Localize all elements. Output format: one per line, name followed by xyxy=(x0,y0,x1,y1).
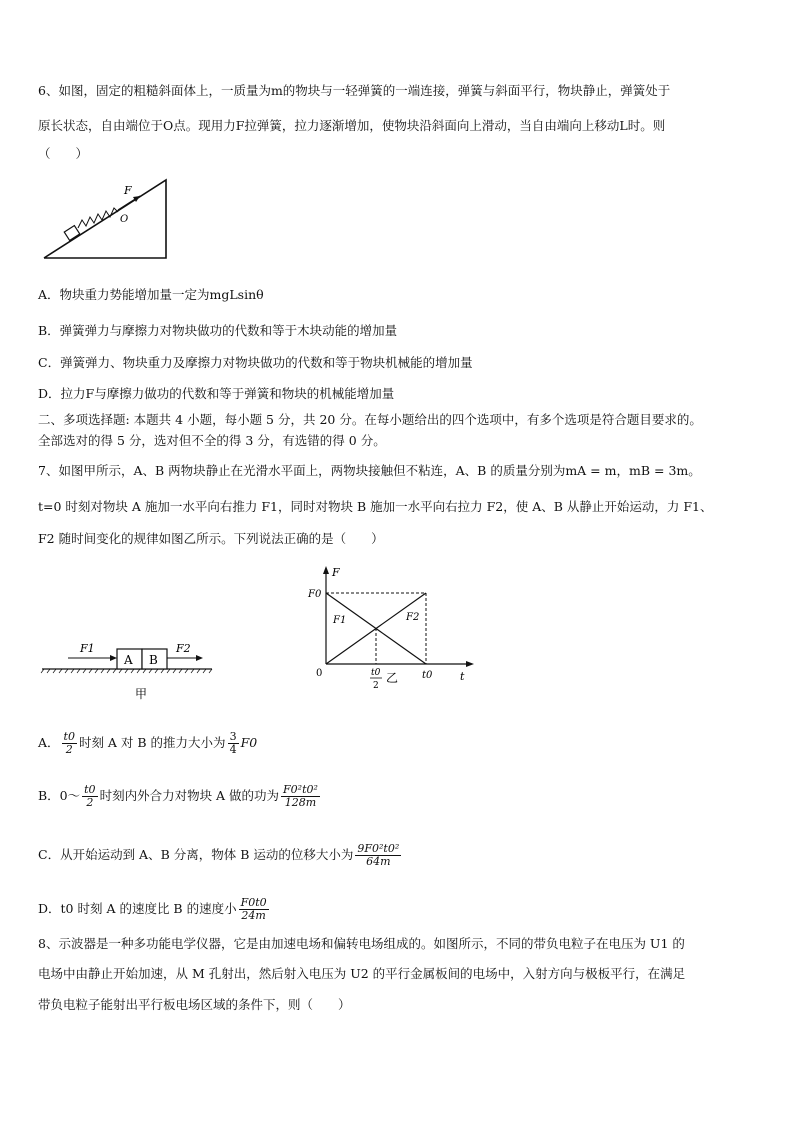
q7-option-b-value-frac: $\frac{\text{F0²t0²}}{128m}$ xyxy=(283,783,318,809)
axis-t-label: t xyxy=(460,670,465,683)
q7-stem-line2: t=0 时刻对物块 A 施加一水平向右推力 F1，同时对物块 B 施加一水平向右拉力 F2，使 A、B 从静止开始运动，力 F1、 xyxy=(38,499,713,514)
f2-arrowhead xyxy=(196,655,203,661)
q7-option-c-value-frac: $\frac{\text{9F0²t0²}}{64m}$ xyxy=(357,842,400,868)
f1-arrowhead xyxy=(110,655,117,661)
t0-half-den: 2 xyxy=(373,681,379,691)
q7-option-d-value-frac: $\frac{F0t0}{24m}$ xyxy=(240,896,267,922)
axis-t-arrowhead xyxy=(466,661,474,667)
axis-F-arrowhead xyxy=(323,566,329,574)
q7-option-b-prefix: B．0～ xyxy=(38,788,81,803)
caption-jia: 甲 xyxy=(135,687,148,701)
curve-f1-label: F1 xyxy=(333,615,347,626)
spring xyxy=(78,208,118,228)
q8-stem-line3: 带负电粒子能射出平行板电场区域的条件下，则（ ） xyxy=(38,997,351,1012)
q7-option-b xyxy=(38,784,322,809)
q7-option-c xyxy=(38,843,403,868)
q6-option-d: D．拉力F与摩擦力做功的代数和等于弹簧和物块的机械能增加量 xyxy=(38,386,395,401)
origin-label: 0 xyxy=(316,668,323,679)
q7-option-a-time-frac: $\frac{t0}{2}$ xyxy=(63,730,75,756)
block xyxy=(64,226,79,241)
f0-tick-label: F0 xyxy=(308,589,322,600)
curve-f2-label: F2 xyxy=(406,612,420,623)
caption-yi: 乙 xyxy=(386,671,399,685)
q7-option-d-prefix: D． xyxy=(38,901,61,916)
section2-instructions-line1: 二、多项选择题: 本题共 4 小题，每小题 5 分，共 20 分。在每小题给出的四个选项中，有多个选项是符合题目要求的。 xyxy=(38,412,702,427)
q6-incline-figure xyxy=(40,176,170,262)
q7-option-b-time-frac: $\frac{t0}{2}$ xyxy=(84,783,96,809)
q6-stem-line2: 原长状态，自由端位于O点。现用力F拉弹簧，拉力逐渐增加，使物块沿斜面向上滑动，当自由端向上移动L时。则 xyxy=(38,118,666,133)
section2-instructions-line2: 全部选对的得 5 分，选对但不全的得 3 分，有选错的得 0 分。 xyxy=(38,433,386,448)
q7-option-d-text: t0 时刻 A 的速度比 B 的速度小 xyxy=(60,901,237,916)
q7-stem-line3: F2 随时间变化的规律如图乙所示。下列说法正确的是（ ） xyxy=(38,531,384,546)
label-O: O xyxy=(120,214,129,225)
t0-tick-label: t0 xyxy=(422,670,433,681)
f1-label: F1 xyxy=(80,642,95,655)
label-F: F xyxy=(124,184,132,197)
block-b-label: B xyxy=(149,653,158,667)
q7-option-a-text: 时刻 A 对 B 的推力大小为 xyxy=(78,735,226,750)
block-a-label: A xyxy=(124,653,133,667)
t0-half-num: t0 xyxy=(371,668,381,678)
q7-figure-yi xyxy=(300,562,480,694)
q6-option-c: C．弹簧弹力、物块重力及摩擦力对物块做功的代数和等于物块机械能的增加量 xyxy=(38,355,473,370)
q7-option-a-prefix: A． xyxy=(38,735,60,750)
q7-option-a xyxy=(38,731,257,756)
q7-option-a-value-frac: $\frac{3}{4}$ xyxy=(229,730,237,756)
axis-F-label: F xyxy=(332,566,340,579)
q8-stem-line2: 电场中由静止开始加速，从 M 孔射出，然后射入电压为 U2 的平行金属板间的电场中，入射方向与极板平行，在满足 xyxy=(38,966,686,981)
q7-stem-line1: 7、如图甲所示，A、B 两物块静止在光滑水平面上，两物块接触但不粘连，A、B 的质量分别为mA = m，mB = 3m。 xyxy=(38,463,701,478)
q7-option-d xyxy=(38,897,271,922)
f2-label: F2 xyxy=(176,642,191,655)
q6-option-b: B．弹簧弹力与摩擦力对物块做功的代数和等于木块动能的增加量 xyxy=(38,323,398,338)
q8-stem-line1: 8、示波器是一种多功能电学仪器，它是由加速电场和偏转电场组成的。如图所示，不同的带负电粒子在电压为 U1 的 xyxy=(38,936,685,951)
q7-option-b-text: 时刻内外合力对物块 A 做的功为 xyxy=(99,788,280,803)
q7-option-a-tail: F0 xyxy=(240,735,258,750)
incline-outline xyxy=(44,180,166,258)
q6-answer-paren: （ ） xyxy=(38,146,89,161)
q6-stem-line1: 6、如图，固定的粗糙斜面体上，一质量为m的物块与一轻弹簧的一端连接，弹簧与斜面平行，物块静止，弹簧处于 xyxy=(38,83,671,98)
q7-figure-jia xyxy=(40,636,220,706)
q6-option-a: A．物块重力势能增加量一定为mgLsinθ xyxy=(38,287,264,302)
q7-option-c-text: C．从开始运动到 A、B 分离，物体 B 运动的位移大小为 xyxy=(38,847,354,862)
